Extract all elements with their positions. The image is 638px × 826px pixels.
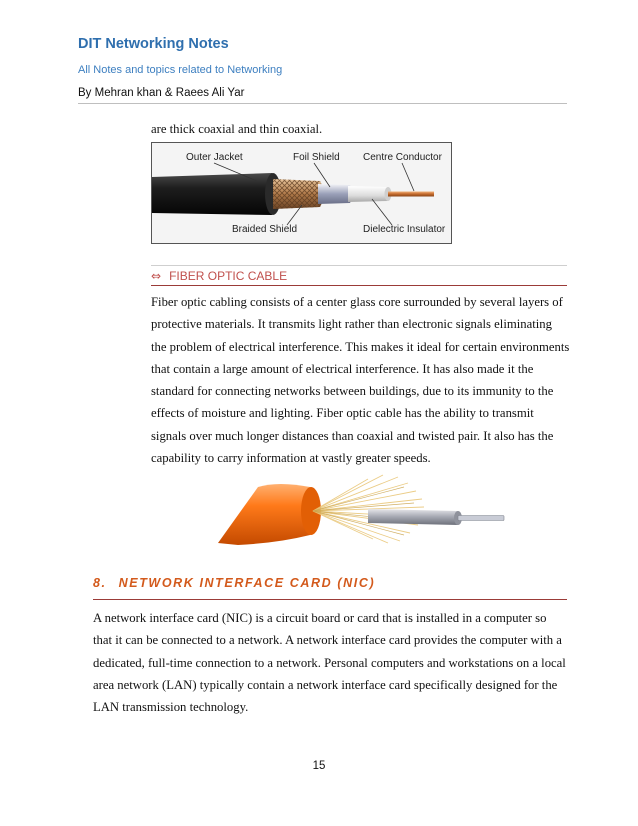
label-braided-shield: Braided Shield [232,224,298,235]
section-number: 8. [93,576,107,590]
section-heading-text: NETWORK INTERFACE CARD (NIC) [118,576,376,590]
paragraph-line: LAN transmission technology. [93,700,249,715]
section-heading-rule [93,599,567,600]
document-title: DIT Networking Notes [78,36,229,52]
paragraph-line: capability to carry information at vastly greater speeds. [151,451,431,466]
document-subtitle: All Notes and topics related to Networking [78,64,283,76]
paragraph-line: signals over much longer distances than coaxial and twisted pair. It also has the [151,428,554,443]
nic-paragraph [93,607,566,718]
fiber-optic-cable-figure [218,473,508,545]
coaxial-cable-figure [151,142,452,244]
paragraph-line: protective materials. It transmits light rather than electronic signals eliminating [151,317,552,332]
fiber-optic-paragraph [151,291,569,469]
paragraph-line: Fiber optic cabling consists of a center glass core surrounded by several layers of [151,295,563,309]
intro-line: are thick coaxial and thin coaxial. [151,122,323,136]
subheading-top-rule [151,265,567,266]
document-authors: By Mehran khan & Raees Ali Yar [78,87,245,99]
paragraph-line: that contain a large amount of electrical interference. It has also made it the [151,361,534,376]
paragraph-line: that it can be connected to a network. A network interface card provides the computer with a [93,633,562,648]
label-centre-conductor: Centre Conductor [363,152,442,163]
paragraph-line: effects of moisture and lighting. Fiber optic cable has the ability to transmit [151,406,534,421]
label-foil-shield: Foil Shield [293,152,340,163]
header-divider [78,103,567,104]
section-heading-nic [93,576,375,590]
subheading-bottom-rule [151,285,567,286]
paragraph-line: standard for connecting networks between buildings, due to its immunity to the [151,384,554,399]
fiber-optic-heading [151,269,287,283]
label-dielectric-insulator: Dielectric Insulator [363,224,446,235]
fiber-optic-heading-text: FIBER OPTIC CABLE [169,269,288,283]
paragraph-line: area network (LAN) typically contain a network interface card specifically designed for the [93,677,558,692]
page-number: 15 [312,760,326,772]
paragraph-line: A network interface card (NIC) is a circuit board or card that is installed in a computer so [93,611,547,625]
label-outer-jacket: Outer Jacket [186,152,243,163]
paragraph-line: dedicated, full-time connection to a network. Personal computers and workstations on a local [93,655,566,670]
paragraph-line: the problem of electrical interference. This makes it ideal for certain environments [151,339,570,354]
double-arrow-icon: ⇔ [151,269,162,283]
